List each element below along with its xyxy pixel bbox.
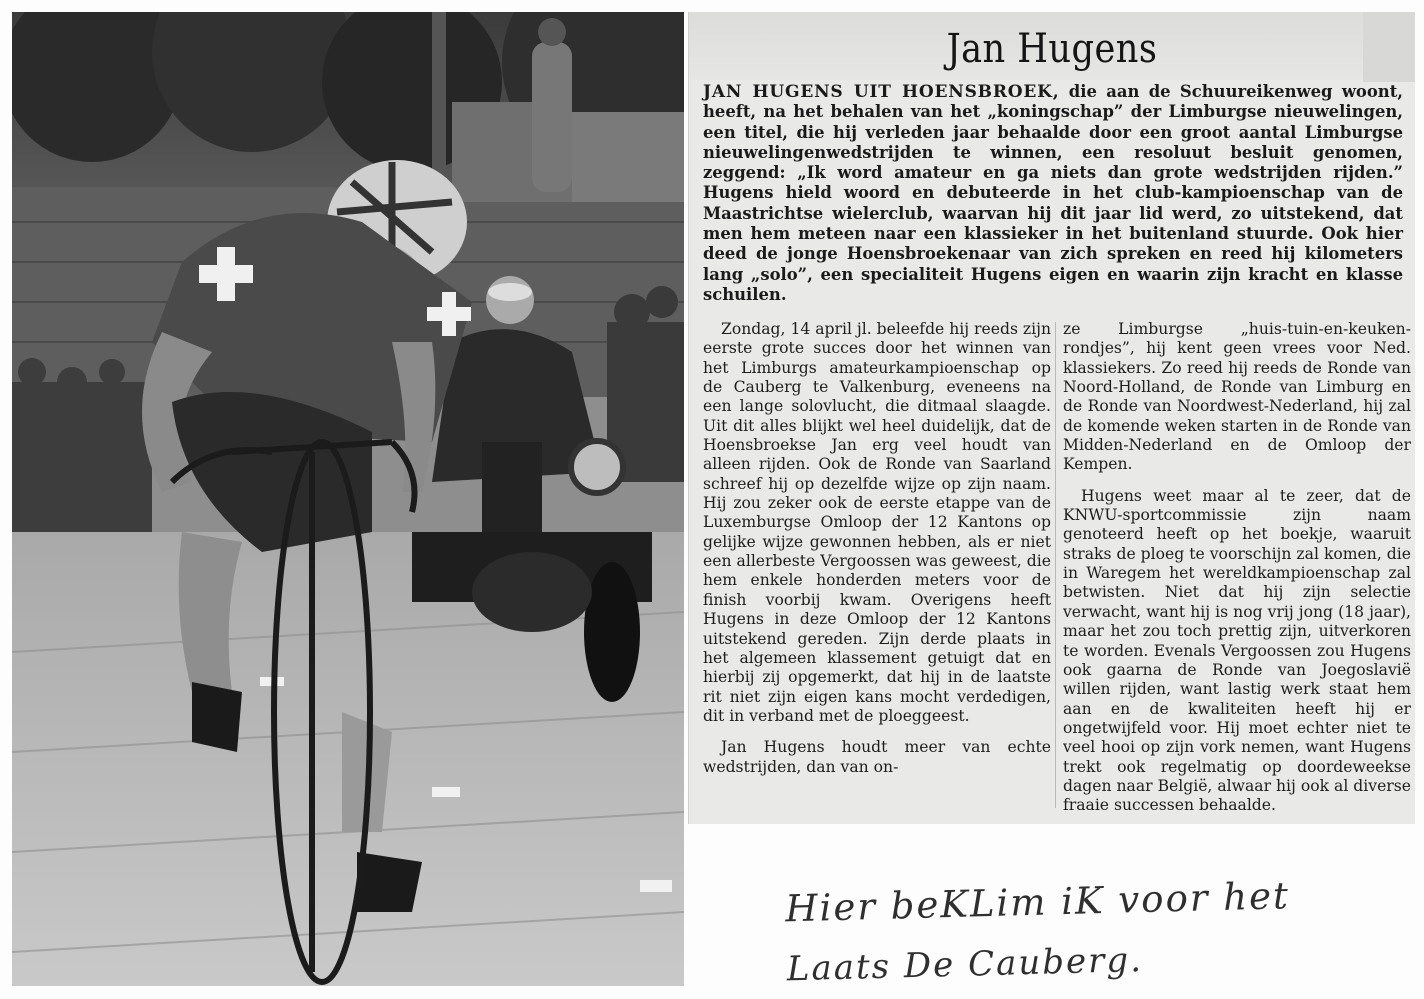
- newspaper-clipping: [688, 12, 1415, 824]
- handwritten-note: [785, 865, 1348, 999]
- column-right-paragraph-1: ze Limburgse „huis-tuin-en-keuken-rondjes”, hij kent geen vrees voor Ned. klassiekers. Zo reed hij reeds de Ronde van Noord-Holland, de Ronde van Limburg en de Ronde van Noordwest-Nederland, hij zal de komende weken starten in de Ronde van Midden-Nederland en de Omloop der Kempen.: [1063, 320, 1411, 474]
- article-intro: [703, 82, 1403, 305]
- column-right-paragraph-2: Hugens weet maar al te zeer, dat de KNWU-sportcommissie zijn naam genoteerd heeft op het boekje, waaruit straks de ploeg te voorschijn zal komen, die in Waregem het wereldkampioenschap zal betwisten. Niet dat hij zijn selectie verwacht, want hij is nog vrij jong (18 jaar), maar het zou toch prettig zijn, uitverkoren te worden. Evenals Vergoossen zou Hugens ook gaarna de Ronde van Joegoslavië willen rijden, want lastig werk staat hem aan en de kwaliteiten heeft hij er ongetwijfeld voor. Hij moet echter niet te veel hooi op zijn vork nemen, want Hugens trekt ook regelmatig op doordeweekse dagen naar België, alwaar hij ook al diverse fraaie successen behaalde.: [1063, 486, 1411, 815]
- article-column-right: [1063, 320, 1411, 816]
- intro-lead: JAN HUGENS UIT HOENSBROEK,: [703, 82, 1060, 102]
- column-divider: [1055, 322, 1056, 808]
- article-column-left: [703, 320, 1051, 777]
- cyclist-photo: [12, 12, 684, 986]
- column-left-paragraph-1: Zondag, 14 april jl. beleefde hij reeds zijn eerste grote succes door het winnen van het Limburgs amateurkampioenschap op de Cauberg te Valkenburg, eveneens na een lange solovlucht, die ditmaal slaagde. Uit dit alles blijkt wel heel duidelijk, dat de Hoensbroekse Jan erg veel houdt van alleen rijden. Ook de Ronde van Saarland schreef hij op dezelfde wijze op zijn naam. Hij zou zeker ook de eerste etappe van de Luxemburgse Omloop der 12 Kantons op gelijke wijze gewonnen hebben, als er niet een allerbeste Vergoossen was geweest, die hem enkele honderden meters voor de finish voorbij kwam. Overigens heeft Hugens in deze Omloop der 12 Kantons uitstekend gereden. Zijn derde plaats in het algemeen klassement getuigt dat en hierbij zij opgemerkt, dat hij in de laatste rit niet zijn eigen kans mocht verdedigen, dit in verband met de ploeggeest.: [703, 320, 1051, 725]
- article-headline: Jan Hugens: [946, 26, 1158, 72]
- note-line-2: Laats De Cauberg.: [786, 940, 1144, 990]
- photo-illustration: [12, 12, 684, 986]
- note-line-1: Hier beKLim iK voor het: [784, 874, 1291, 931]
- intro-body: die aan de Schuureikenweg woont, heeft, na het behalen van het „koningschap” der Limburgse nieuwelingen, een titel, die hij verleden jaar behaalde door een groot aantal Limburgse nieuwelingenwedstrijden te winnen, een resoluut besluit genomen, zeggend: „Ik word amateur en ga niets dan grote wedstrijden rijden.” Hugens hield woord en debuteerde in het club-kampioenschap van de Maastrichtse wielerclub, waarvan hij dit jaar lid werd, zo uitstekend, dat men hem meteen naar een klassieker in het buitenland stuurde. Ook hier deed de jonge Hoensbroekenaar van zich spreken en reed hij kilometers lang „solo”, een specialiteit Hugens eigen en waarin zijn kracht en klasse schuilen.: [703, 82, 1403, 304]
- column-left-paragraph-2: Jan Hugens houdt meer van echte wedstrijden, dan van on-: [703, 738, 1051, 776]
